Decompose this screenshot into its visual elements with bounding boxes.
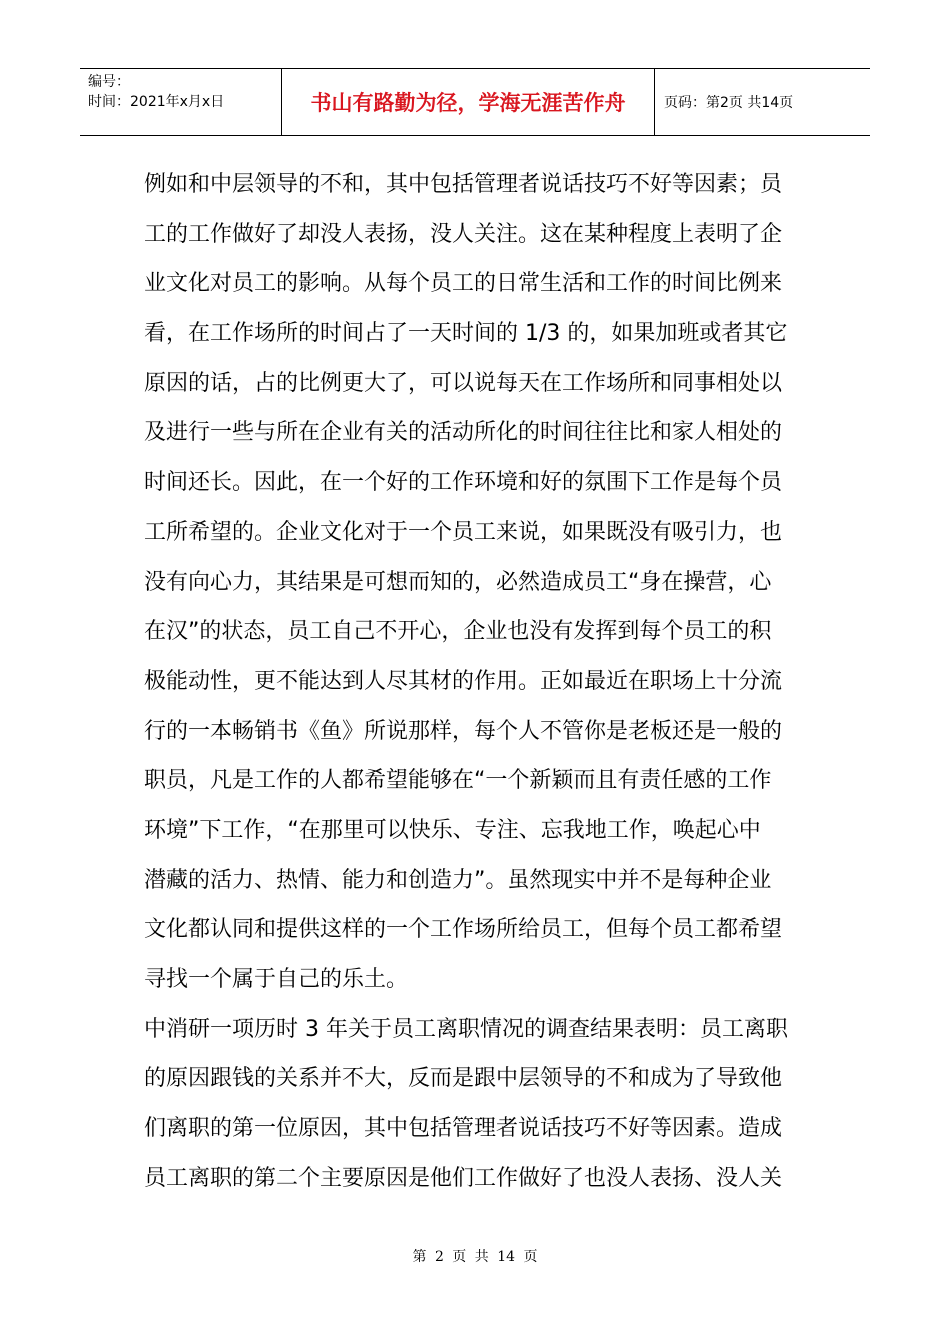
- page-header: [80, 68, 870, 136]
- text-line: 们离职的第一位原因，其中包括管理者说话技巧不好等因素。造成: [144, 1116, 783, 1142]
- header-divider: [654, 69, 655, 136]
- text-line: 极能动性，更不能达到人尽其材的作用。正如最近在职场上十分流: [144, 668, 783, 694]
- text-line: 潜藏的活力、热情、能力和创造力”。虽然现实中并不是每种企业: [144, 867, 772, 893]
- text-line: 时间还长。因此，在一个好的工作环境和好的氛围下工作是每个员: [144, 470, 783, 496]
- header-page-info: 页码：第2页 共14页: [664, 95, 794, 111]
- text-line: 在汉”的状态，员工自己不开心，企业也没有发挥到每个员工的积: [144, 619, 772, 645]
- text-line: 看，在工作场所的时间占了一天时间的 1/3 的，如果加班或者其它: [144, 321, 788, 347]
- text-line: 例如和中层领导的不和，其中包括管理者说话技巧不好等因素；员: [144, 172, 783, 197]
- text-line: 及进行一些与所在企业有关的活动所化的时间往往比和家人相处的: [144, 420, 783, 446]
- text-line: 工的工作做好了却没人表扬，没人关注。这在某种程度上表明了企: [144, 221, 783, 247]
- header-motto: 书山有路勤为径，学海无涯苦作舟: [310, 90, 626, 115]
- text-line: 工所希望的。企业文化对于一个员工来说，如果既没有吸引力，也: [144, 519, 783, 545]
- document-time: 时间：2021年x月x日: [88, 94, 225, 110]
- text-line: 原因的话，占的比例更大了，可以说每天在工作场所和同事相处以: [144, 370, 783, 396]
- text-line: 职员，凡是工作的人都希望能够在“一个新颖而且有责任感的工作: [144, 768, 772, 794]
- text-line: 员工离职的第二个主要原因是他们工作做好了也没人表扬、没人关: [144, 1165, 783, 1191]
- page-footer: 第 2 页 共 14 页: [412, 1249, 538, 1265]
- text-line: 业文化对员工的影响。从每个员工的日常生活和工作的时间比例来: [144, 271, 783, 297]
- text-line: 行的一本畅销书《鱼》所说那样，每个人不管你是老板还是一般的: [144, 718, 783, 744]
- text-line: 中消研一项历时 3 年关于员工离职情况的调查结果表明：员工离职: [144, 1016, 788, 1042]
- text-line: 没有向心力，其结果是可想而知的，必然造成员工“身在操营，心: [144, 569, 772, 595]
- document-code-label: 编号：: [88, 74, 130, 90]
- text-line: 环境”下工作，“在那里可以快乐、专注、忘我地工作，唤起心中: [144, 817, 761, 843]
- text-line: 寻找一个属于自己的乐土。: [144, 967, 409, 992]
- text-line: 的原因跟钱的关系并不大，反而是跟中层领导的不和成为了导致他: [144, 1066, 783, 1092]
- body-text: [144, 160, 808, 1203]
- text-line: 文化都认同和提供这样的一个工作场所给员工，但每个员工都希望: [144, 917, 783, 943]
- header-meta: [88, 72, 224, 112]
